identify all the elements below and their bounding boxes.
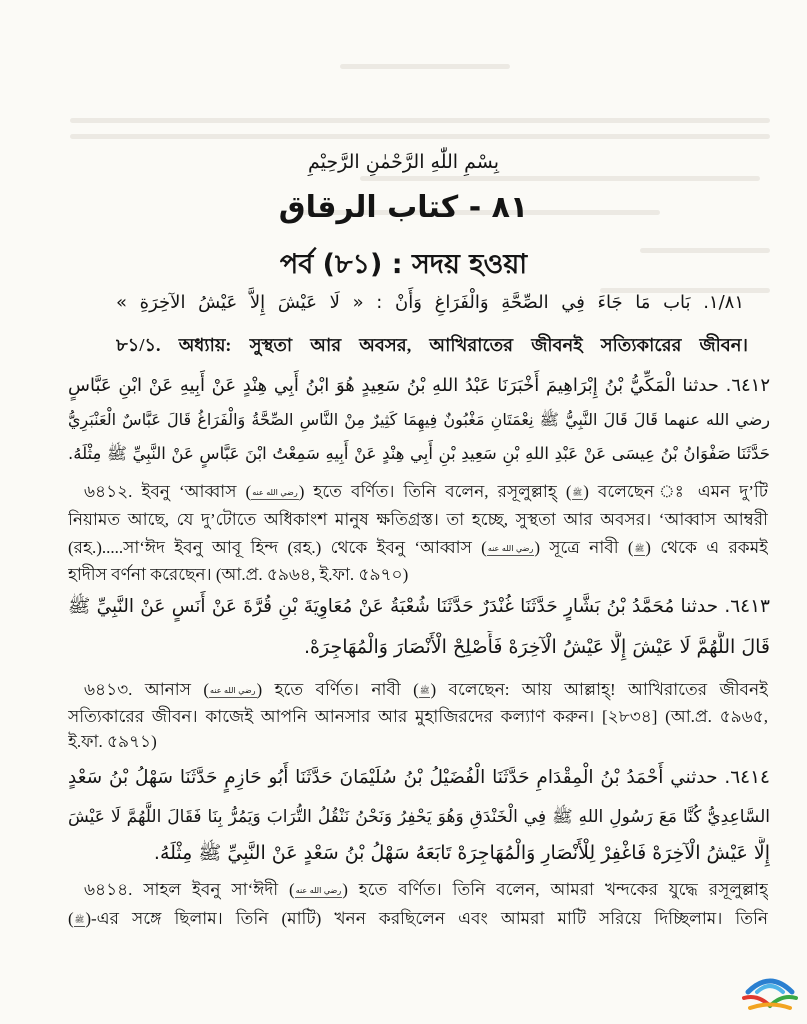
salallahu-alaihi-wasallam-glyph: ﷺ (572, 487, 584, 500)
hadith-6414-arabic-line: ٦٤١٤. حدثني أَحْمَدُ بْنُ الْمِقْدَامِ حَدَّثَنَا الْفُضَيْلُ بْنُ سُلَيْمَانَ حَدَّثَنَا أَبُو حَازِمٍ حَدَّثَنَا سَهْلُ بْنُ سَعْدٍ (68, 767, 770, 788)
hadith-text-segment: ) বলেছেন: আয় আল্লাহ্! আখিরাতের জীবনই (430, 680, 768, 699)
chapter-title-bengali: ৮১/১. অধ্যায়: সুস্থতা আর অবসর, আখিরাতের জীবনই সত্যিকারের জীবন। (116, 335, 748, 355)
hadith-text-segment: ৬৪১২. ইবনু ‘আব্বাস ( (84, 482, 252, 501)
hadith-6412-arabic-line: حَدَّثَنَا صَفْوَانُ بْنُ عِيسَى عَنْ عَبْدِ اللهِ بْنِ سَعِيدِ بْنِ أَبِي هِنْدٍ عَنْ أَبِيهِ سَمِعْتُ ابْنَ عَبَّاسٍ عَنْ النَّبِيِّ ﷺ مِثْلَهُ. (68, 444, 770, 463)
hadith-6412-bengali-line (68, 562, 768, 588)
bleed-through-mark (640, 248, 770, 253)
hadith-text-segment: ) হতে বর্ণিত। নাবী ( (256, 680, 419, 699)
hadith-6412-bengali-line (84, 479, 768, 505)
hadith-6412-arabic-line: ٦٤١٢. حدثنا الْمَكِّيُّ بْنُ إِبْرَاهِيمَ أَخْبَرَنَا عَبْدُ اللهِ بْنُ سَعِيدٍ هُوَ ابْنُ أَبِي هِنْدٍ عَنْ أَبِيهِ عَنْ ابْنِ عَبَّاسٍ (68, 375, 770, 396)
hadith-text-segment: ) হতে বর্ণিত। তিনি বলেন, আমরা খন্দকের যুদ্ধে রসূলুল্লাহ্ (342, 880, 768, 899)
publisher-logo-icon (738, 968, 802, 1014)
radiallahu-anhu-glyph: رضي الله عنه (209, 685, 256, 698)
salallahu-alaihi-wasallam-glyph: ﷺ (419, 685, 431, 698)
hadith-6412-arabic-line: رضي الله عنهما قَالَ قَالَ النَّبِيُّ ﷺ نِعْمَتَانِ مَغْبُونٌ فِيهِمَا كَثِيرٌ مِنْ النَّاسِ الصِّحَّةُ وَالْفَرَاغُ قَالَ عَبَّاسٌ الْعَنْبَرِيُّ (68, 410, 770, 429)
hadith-6413-arabic-line: قَالَ اللَّهُمَّ لَا عَيْشَ إِلَّا عَيْشُ الْآخِرَهْ فَأَصْلِحْ الْأَنْصَارَ وَالْمُهَاجِرَهْ. (303, 636, 770, 658)
radiallahu-anhu-glyph: رضي الله عنه (251, 487, 298, 500)
hadith-text-segment: সত্যিকারের জীবন। কাজেই আপনি আনসার আর মুহাজিরদের কল্যাণ করুন। [২৮৩৪] (আ.প্র. ৫৯৬৫, (68, 707, 768, 726)
bismillah: بِسْمِ اللّٰهِ الرَّحْمٰنِ الرَّحِيْمِ (308, 151, 499, 173)
hadith-6414-arabic-line: السَّاعِدِيُّ كُنَّا مَعَ رَسُولِ اللهِ ﷺ فِي الْخَنْدَقِ وَهُوَ يَحْفِرُ وَنَحْنُ نَنْقُلُ التُّرَابَ وَيَمُرُّ بِنَا فَقَالَ اللَّهُمَّ لَا عَيْشَ (68, 807, 770, 827)
bleed-through-mark (340, 64, 510, 69)
hadith-6412-bengali-line (68, 507, 768, 533)
hadith-6413-arabic-line: ٦٤١٣. حدثنا مُحَمَّدُ بْنُ بَشَّارٍ حَدَّثَنَا غُنْدَرٌ حَدَّثَنَا شُعْبَةُ عَنْ مُعَاوِيَةَ بْنِ قُرَّةَ عَنْ أَنَسٍ عَنْ النَّبِيِّ ﷺ (68, 596, 770, 617)
hadith-6413-bengali-line (68, 704, 768, 730)
hadith-text-segment: নিয়ামত আছে, যে দু’টোতে অধিকাংশ মানুষ ক্ষতিগ্রস্ত। তা হচ্ছে, সুস্থতা আর অবসর। ‘আব্বাস আম্বরী (68, 510, 768, 529)
hadith-text-segment: ) থেকে এ রকমই (645, 538, 768, 557)
salallahu-alaihi-wasallam-glyph: ﷺ (634, 543, 646, 556)
bleed-through-mark (70, 134, 770, 139)
hadith-text-segment: ৬৪১৩. আনাস ( (84, 680, 210, 699)
hadith-text-segment: ) বলেছেন ঃ এমন দু’টি (583, 482, 768, 501)
hadith-text-segment: ) হতে বর্ণিত। তিনি বলেন, রসূলুল্লাহ্ ( (298, 482, 572, 501)
radiallahu-anhu-glyph: رضي الله عنه (295, 885, 342, 898)
bleed-through-mark (70, 118, 770, 123)
salallahu-alaihi-wasallam-glyph: ﷺ (74, 914, 86, 927)
book-title-arabic: ٨١ - كتاب الرقاق (278, 190, 529, 225)
hadith-text-segment: ই.ফা. ৫৯৭১) (68, 732, 157, 751)
hadith-text-segment: ( (68, 909, 74, 928)
hadith-text-segment: )-এর সঙ্গে ছিলাম। তিনি (মাটি) খনন করছিলেন এবং আমরা মাটি সরিয়ে দিচ্ছিলাম। তিনি (85, 909, 768, 928)
hadith-6414-bengali-line (68, 906, 768, 932)
hadith-text-segment: হাদীস বর্ণনা করেছেন। (আ.প্র. ৫৯৬৪, ই.ফা. ৫৯৭০) (68, 565, 409, 584)
hadith-text-segment: (রহ.).....সা‘ঈদ ইবনু আবূ হিন্দ (রহ.) থেকে ইবনু ‘আব্বাস ( (68, 538, 487, 557)
bleed-through-mark (360, 176, 760, 181)
radiallahu-anhu-glyph: رضي الله عنه (487, 543, 534, 556)
hadith-6412-bengali-line (68, 535, 768, 561)
hadith-6414-bengali-line (84, 877, 768, 903)
chapter-title-arabic: ١/٨١. بَاب مَا جَاءَ فِي الصِّحَّةِ وَالْفَرَاغِ وَأَنْ : « لَا عَيْشَ إِلاَّ عَيْشُ الآخِرَةِ » (116, 292, 744, 313)
hadith-6414-arabic-line: إِلَّا عَيْشُ الْآخِرَهْ فَاغْفِرْ لِلْأَنْصَارِ وَالْمُهَاجِرَهْ تَابَعَهُ سَهْلُ بْنُ سَعْدٍ عَنْ النَّبِيِّ ﷺ مِثْلَهُ. (153, 842, 770, 864)
hadith-text-segment: ) সূত্রে নাবী ( (534, 538, 634, 557)
hadith-6413-bengali-line (84, 677, 768, 703)
hadith-6413-bengali-line (68, 729, 768, 755)
hadith-text-segment: ৬৪১৪. সাহল ইবনু সা‘ঈদী ( (84, 880, 295, 899)
book-title-bengali: পর্ব (৮১) : সদয় হওয়া (279, 249, 528, 280)
